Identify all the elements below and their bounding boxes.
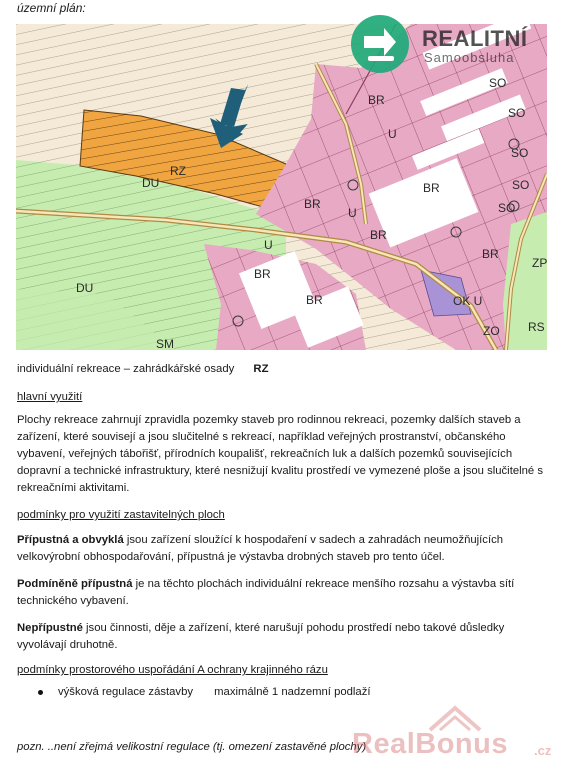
map-label-u: U	[348, 206, 357, 220]
allowed-text: jsou zařízení sloužící k hospodaření v sadech a zahradách neumožňujících velkovýrobní obhospodařování, přípustná je výstavba drobných staveb pro tento účel.	[17, 534, 504, 563]
watermark-realbonus: RealBonus	[352, 728, 508, 760]
spatial-heading: podmínky prostorového uspořádání A ochrany krajinného rázu	[17, 664, 328, 676]
map-label-br: BR	[370, 228, 387, 242]
conditional-paragraph	[17, 576, 547, 610]
main-use-heading: hlavní využití	[17, 391, 83, 403]
zoning-map	[16, 24, 547, 350]
watermark-realbonus-tld: .cz	[534, 743, 552, 758]
map-label-oku: OK U	[453, 294, 483, 308]
note: pozn. ..není zřejmá velikostní regulace (tj. omezení zastavěné plochy)	[17, 741, 367, 753]
map-label-br: BR	[482, 247, 499, 261]
map-label-zo: ZO	[483, 324, 500, 338]
conditions-heading: podmínky pro využití zastavitelných ploch	[17, 509, 225, 521]
map-label-rz: RZ	[170, 164, 186, 178]
map-label-du: DU	[142, 176, 160, 190]
forbidden-paragraph	[17, 620, 547, 654]
bullet-item	[58, 684, 371, 701]
conditional-text: je na těchto plochách individuální rekreace menšího rozsahu a výstavba sítí technického vybavení.	[17, 578, 515, 607]
map-label-so: SO	[508, 106, 526, 120]
bullet-label: výšková regulace zástavby	[58, 686, 193, 698]
map-label-so: SO	[512, 178, 530, 192]
map-label-so: SO	[498, 201, 516, 215]
map-label-sm: SM	[156, 337, 174, 350]
allowed-label: Přípustná a obvyklá	[17, 534, 124, 546]
map-label-rs: RS	[528, 320, 545, 334]
map-label-br: BR	[423, 181, 440, 195]
zone-title: individuální rekreace – zahrádkářské osady	[17, 363, 235, 375]
zone-code: RZ	[253, 363, 269, 375]
allowed-paragraph	[17, 532, 547, 566]
map-caption: územní plán:	[17, 1, 86, 15]
map-label-du: DU	[76, 281, 94, 295]
map-label-so: SO	[489, 76, 507, 90]
zone-title-line	[17, 361, 268, 378]
forbidden-text: jsou činnosti, děje a zařízení, které narušují pohodu prostředí nebo takové důsledky vyvolávají druhotně.	[17, 622, 505, 651]
map-label-br: BR	[368, 93, 385, 107]
bullet-value: maximálně 1 nadzemní podlaží	[214, 686, 371, 698]
map-label-so: SO	[511, 146, 529, 160]
bullet-dot-icon	[38, 690, 43, 695]
map-label-br: BR	[306, 293, 323, 307]
realitni-samoobsluha-logo-icon	[350, 14, 410, 74]
conditional-label: Podmíněně přípustná	[17, 578, 133, 590]
map-label-zp: ZP	[532, 256, 547, 270]
map-label-u: U	[264, 238, 273, 252]
main-use-text: Plochy rekreace zahrnují zpravidla pozemky staveb pro rodinnou rekreaci, pozemky dalších staveb a zařízení, které souvisejí a jsou slučitelné s rekreací, například veřejných prostranství, občanského vybavení, veřejných tábořišť, přírodních koupališť, rekreačních luk a dalších pozemků souvisejících dopravní a technické infrastruktury, které nesnižují kvalitu prostředí ve vymezené ploše a jsou slučitelné s rekreačními aktivitami.	[17, 414, 543, 494]
watermark-subtitle: Samoobsluha	[424, 50, 515, 65]
map-label-u: U	[388, 127, 397, 141]
map-label-br: BR	[304, 197, 321, 211]
forbidden-label: Nepřípustné	[17, 622, 83, 634]
watermark-brand: REALITNÍ	[422, 26, 528, 51]
map-label-br: BR	[254, 267, 271, 281]
